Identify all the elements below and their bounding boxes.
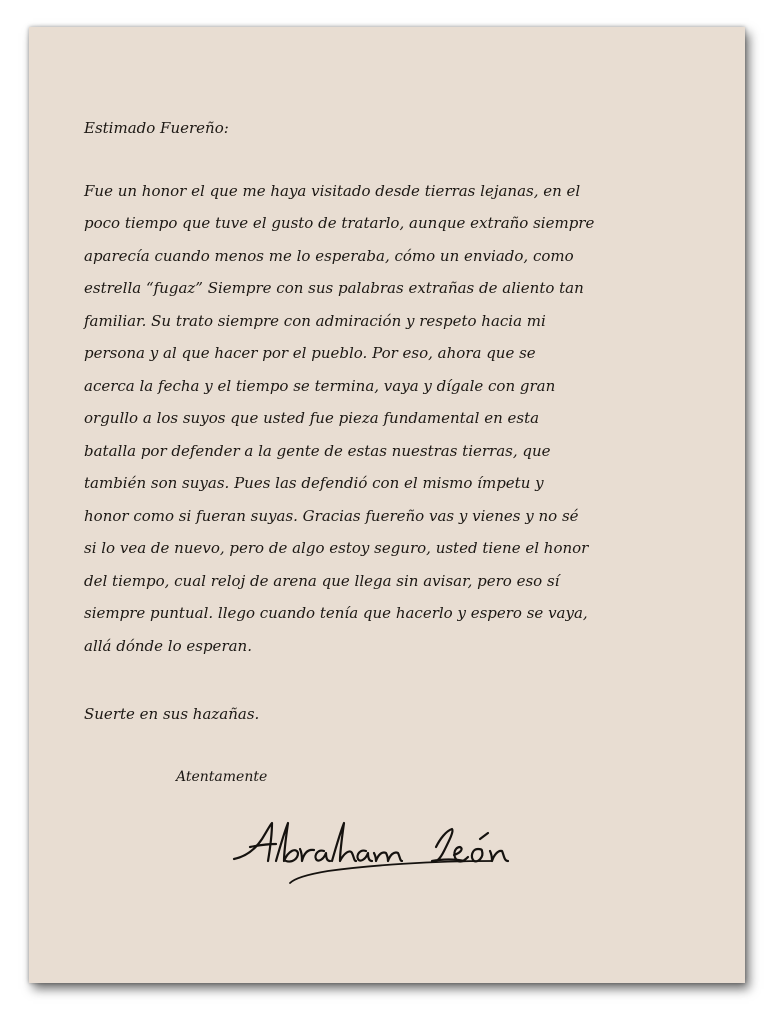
- greeting: Estimado Fuereño:: [84, 119, 229, 137]
- body-line: honor como si fueran suyas. Gracias fuereño vas y vienes y no sé: [84, 507, 579, 525]
- body-line: estrella “fugaz” Siempre con sus palabras extrañas de aliento tan: [84, 279, 584, 297]
- body-line: familiar. Su trato siempre con admiración y respeto hacia mi: [84, 312, 546, 330]
- closing: Suerte en sus hazañas.: [84, 705, 260, 723]
- body-line: Fue un honor el que me haya visitado desde tierras lejanas, en el: [84, 182, 581, 200]
- body-line: también son suyas. Pues las defendió con el mismo ímpetu y: [84, 474, 544, 492]
- body-line: acerca la fecha y el tiempo se termina, vaya y dígale con gran: [84, 377, 556, 395]
- body-line: allá dónde lo esperan.: [84, 637, 252, 655]
- body-line: si lo vea de nuevo, pero de algo estoy seguro, usted tiene el honor: [84, 539, 589, 557]
- letter-page: [29, 27, 745, 983]
- body-line: orgullo a los suyos que usted fue pieza fundamental en esta: [84, 409, 540, 427]
- body-line: del tiempo, cual reloj de arena que llega sin avisar, pero eso sí: [84, 572, 560, 590]
- body-line: persona y al que hacer por el pueblo. Por eso, ahora que se: [84, 344, 536, 362]
- body-line: batalla por defender a la gente de estas nuestras tierras, que: [84, 442, 551, 460]
- body-line: poco tiempo que tuve el gusto de tratarlo, aunque extraño siempre: [84, 214, 595, 232]
- body-line: aparecía cuando menos me lo esperaba, cómo un enviado, como: [84, 247, 574, 265]
- regards: Atentamente: [176, 769, 268, 785]
- signature-image: [232, 817, 522, 887]
- body-line: siempre puntual. llego cuando tenía que hacerlo y espero se vaya,: [84, 604, 588, 622]
